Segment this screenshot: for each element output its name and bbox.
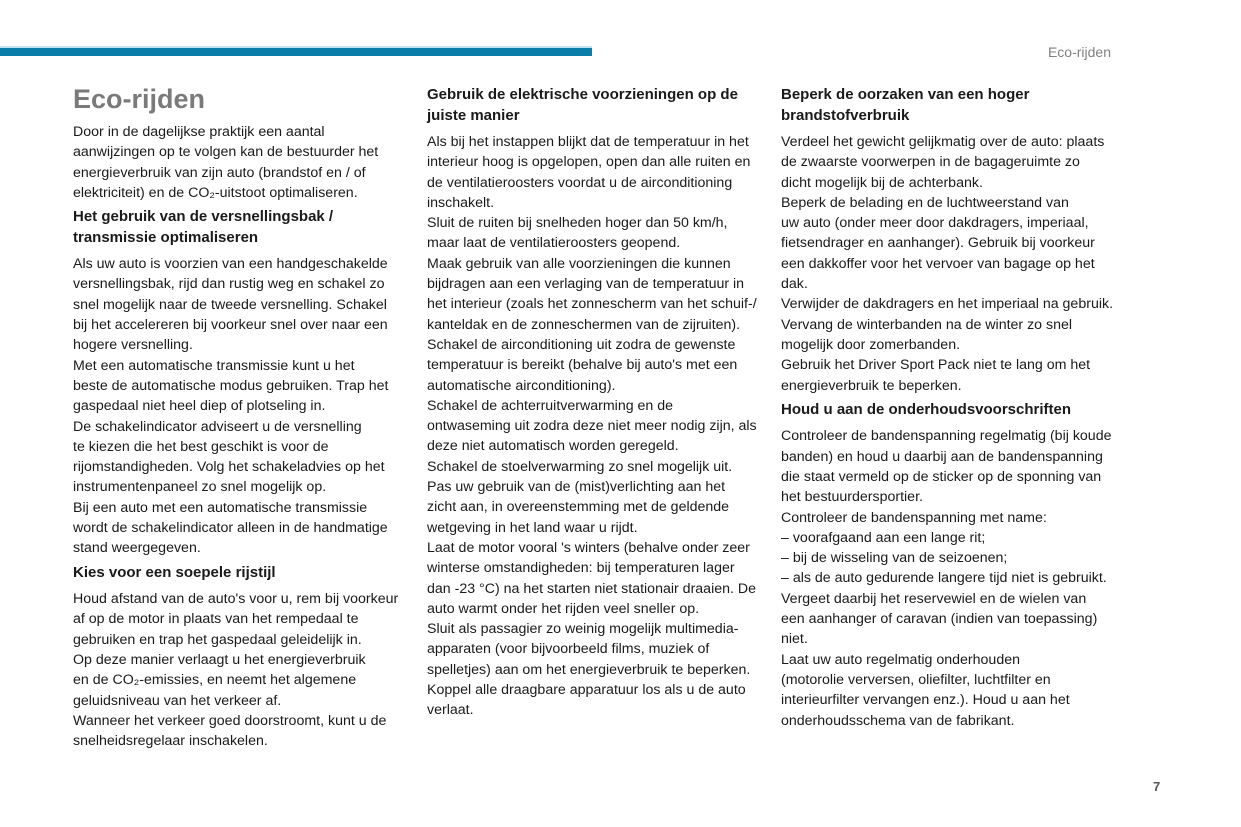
page-number: 7 (1153, 779, 1161, 794)
heading-line: Kies voor een soepele rijstijl (73, 563, 276, 581)
text-line: Vergeet daarbij het reservewiel en de wielen van (781, 590, 1087, 607)
paragraph (73, 589, 413, 751)
paragraph (781, 132, 1121, 396)
text-line: auto warmt onder het rijden veel sneller op. (427, 600, 700, 617)
column-1 (73, 83, 413, 752)
text-line: gaspedaal niet heel diep of plotseling in. (73, 398, 326, 415)
text-line: temperatuur is bereikt (behalve bij auto's met een (427, 357, 738, 374)
heading-line: Gebruik de elektrische voorzieningen op de (427, 86, 738, 103)
text-line: Schakel de achterruitverwarming en de (427, 397, 674, 414)
text-line: snel mogelijk naar de tweede versnelling. Schakel (73, 296, 387, 313)
text-line: versnellingsbak, rijd dan rustig weg en schakel zo (73, 276, 385, 293)
text-line: hogere versnelling. (73, 337, 193, 354)
text-line: Koppel alle draagbare apparatuur los als u de auto (427, 682, 746, 699)
text-line: gebruiken en trap het gaspedaal geleidelijk in. (73, 631, 362, 648)
text-line: maar laat de ventilatieroosters geopend. (427, 235, 681, 252)
text-line: interieur hoog is opgelopen, open dan alle ruiten en (427, 154, 751, 171)
column-2 (427, 85, 767, 721)
text-line: winterse omstandigheden: bij temperaturen lager (427, 560, 735, 577)
text-line: (motorolie verversen, oliefilter, luchtfilter en (781, 671, 1051, 688)
text-line: Sluit de ruiten bij snelheden hoger dan 50 km/h, (427, 215, 728, 232)
text-line: deze niet automatisch worden geregeld. (427, 438, 679, 455)
text-line: Door in de dagelijkse praktijk een aantal (73, 124, 325, 140)
text-line: onderhoudsschema van de fabrikant. (781, 712, 1015, 729)
text-line: kanteldak en de zonneschermen van de zijruiten). (427, 316, 741, 333)
paragraph (73, 254, 413, 558)
text-line: rijomstandigheden. Volg het schakeladvies op het (73, 459, 385, 476)
text-line: niet. (781, 631, 808, 648)
text-line: interieurfilter vervangen enz.). Houd u aan het (781, 692, 1070, 709)
text-line: geluidsniveau van het verkeer af. (73, 692, 282, 709)
text-line: banden) en houd u daarbij aan de bandenspanning (781, 448, 1103, 465)
section-heading (781, 400, 1121, 421)
text-line: – als de auto gedurende langere tijd niet is gebruikt. (781, 570, 1107, 587)
text-line: te kiezen die het best geschikt is voor de (73, 438, 329, 455)
text-line: Als uw auto is voorzien van een handgeschakelde (73, 256, 388, 273)
text-line: Vervang de winterbanden na de winter zo snel (781, 316, 1073, 333)
text-line: aanwijzingen op te volgen kan de bestuurder het (73, 144, 379, 161)
text-line: mogelijk door zomerbanden. (781, 336, 961, 353)
text-line: Pas uw gebruik van de (mist)verlichting aan het (427, 479, 726, 496)
text-line: Beperk de belading en de luchtweerstand van (781, 194, 1069, 211)
text-line: Op deze manier verlaagt u het energieverbruik (73, 652, 366, 669)
running-header: Eco-rijden (1047, 44, 1111, 60)
text-line: elektriciteit) en de CO₂-uitstoot optimaliseren. (73, 184, 358, 201)
heading-line: brandstofverbruik (781, 106, 910, 124)
text-line: bijdragen aan een verlaging van de temperatuur in (427, 276, 745, 293)
text-line: en de CO₂-emissies, en neemt het algemene (73, 672, 357, 689)
text-line: dak. (781, 276, 808, 293)
heading-line: Beperk de oorzaken van een hoger (781, 86, 1030, 103)
page-title: Eco-rijden (73, 84, 206, 114)
heading-line: transmissie optimaliseren (73, 228, 259, 246)
text-line: af op de motor in plaats van het rempedaal te (73, 611, 359, 628)
text-line: Bij een auto met een automatische transmissie (73, 499, 368, 516)
text-line: het bestuurdersportier. (781, 489, 923, 506)
section-heading (781, 85, 1121, 126)
text-line: snelheidsregelaar inschakelen. (73, 733, 268, 750)
paragraph (73, 122, 413, 203)
text-line: een dakkoffer voor het vervoer van bagage op het (781, 255, 1095, 272)
text-line: het interieur (zoals het zonnescherm van het schuif-/ (427, 296, 757, 313)
text-line: energieverbruik van zijn auto (brandstof en / of (73, 164, 366, 181)
text-line: Controleer de bandenspanning met name: (781, 509, 1047, 526)
text-line: Verwijder de dakdragers en het imperiaal na gebruik. (781, 296, 1114, 313)
text-line: fietsendrager en aanhanger). Gebruik bij voorkeur (781, 235, 1095, 252)
heading-line: juiste manier (427, 106, 520, 124)
text-line: spelletjes) aan om het energieverbruik te beperken. (427, 661, 751, 678)
text-line: Schakel de airconditioning uit zodra de gewenste (427, 336, 736, 353)
text-line: energieverbruik te beperken. (781, 377, 962, 394)
text-line: uw auto (onder meer door dakdragers, imperiaal, (781, 215, 1089, 232)
text-line: dicht mogelijk bij de achterbank. (781, 174, 983, 191)
text-line: de zwaarste voorwerpen in de bagageruimte zo (781, 154, 1080, 171)
text-line: Houd afstand van de auto's voor u, rem bij voorkeur (73, 591, 399, 608)
text-line: een aanhanger of caravan (indien van toepassing) (781, 611, 1098, 628)
section-heading (73, 207, 413, 248)
heading-line: Het gebruik van de versnellingsbak / (73, 208, 334, 226)
text-line: – bij de wisseling van de seizoenen; (781, 550, 1008, 567)
text-line: Gebruik het Driver Sport Pack niet te lang om het (781, 357, 1091, 374)
text-line: apparaten (voor bijvoorbeeld films, muziek of (427, 641, 710, 658)
text-line: Met een automatische transmissie kunt u het (73, 357, 355, 374)
text-line: Maak gebruik van alle voorzieningen die kunnen (427, 255, 731, 272)
section-heading (427, 85, 767, 126)
text-line: De schakelindicator adviseert u de versnelling (73, 418, 362, 435)
text-line: Sluit als passagier zo weinig mogelijk multimedia- (427, 621, 739, 638)
text-line: Controleer de bandenspanning regelmatig (bij koude (781, 428, 1112, 445)
text-line: ontwaseming uit zodra deze niet meer nodig zijn, als (427, 418, 757, 435)
text-line: Laat de motor vooral 's winters (behalve onder zeer (427, 539, 750, 556)
text-line: instrumentenpaneel zo snel mogelijk op. (73, 479, 327, 496)
text-line: bij het accelereren bij voorkeur snel over naar een (73, 317, 388, 334)
text-line: dan -23 °C) na het starten niet stationair draaien. De (427, 580, 757, 597)
paragraph (781, 426, 1121, 730)
text-line: – voorafgaand aan een lange rit; (781, 529, 986, 546)
text-line: verlaat. (427, 702, 474, 719)
text-line: stand weergegeven. (73, 540, 201, 557)
column-3 (781, 85, 1121, 731)
text-line: wetgeving in het land waar u rijdt. (427, 519, 638, 536)
text-line: beste de automatische modus gebruiken. Trap het (73, 377, 389, 394)
text-line: die staat vermeld op de sticker op de sponning van (781, 468, 1102, 485)
text-line: inschakelt. (427, 194, 495, 211)
text-line: zicht aan, in overeenstemming met de geldende (427, 499, 730, 516)
section-heading (73, 563, 413, 584)
text-line: wordt de schakelindicator alleen in de handmatige (73, 520, 388, 537)
text-line: Schakel de stoelverwarming zo snel mogelijk uit. (427, 458, 733, 475)
text-line: Verdeel het gewicht gelijkmatig over de auto: plaats (781, 134, 1105, 150)
text-line: de ventilatieroosters voordat u de airconditioning (427, 174, 733, 191)
text-line: Laat uw auto regelmatig onderhouden (781, 651, 1020, 668)
text-line: automatische airconditioning). (427, 377, 616, 394)
header-accent-bar (0, 48, 592, 56)
paragraph (427, 132, 767, 721)
heading-line: Houd u aan de onderhoudsvoorschriften (781, 400, 1072, 418)
text-line: Als bij het instappen blijkt dat de temperatuur in het (427, 134, 749, 150)
text-line: Wanneer het verkeer goed doorstroomt, kunt u de (73, 712, 387, 729)
